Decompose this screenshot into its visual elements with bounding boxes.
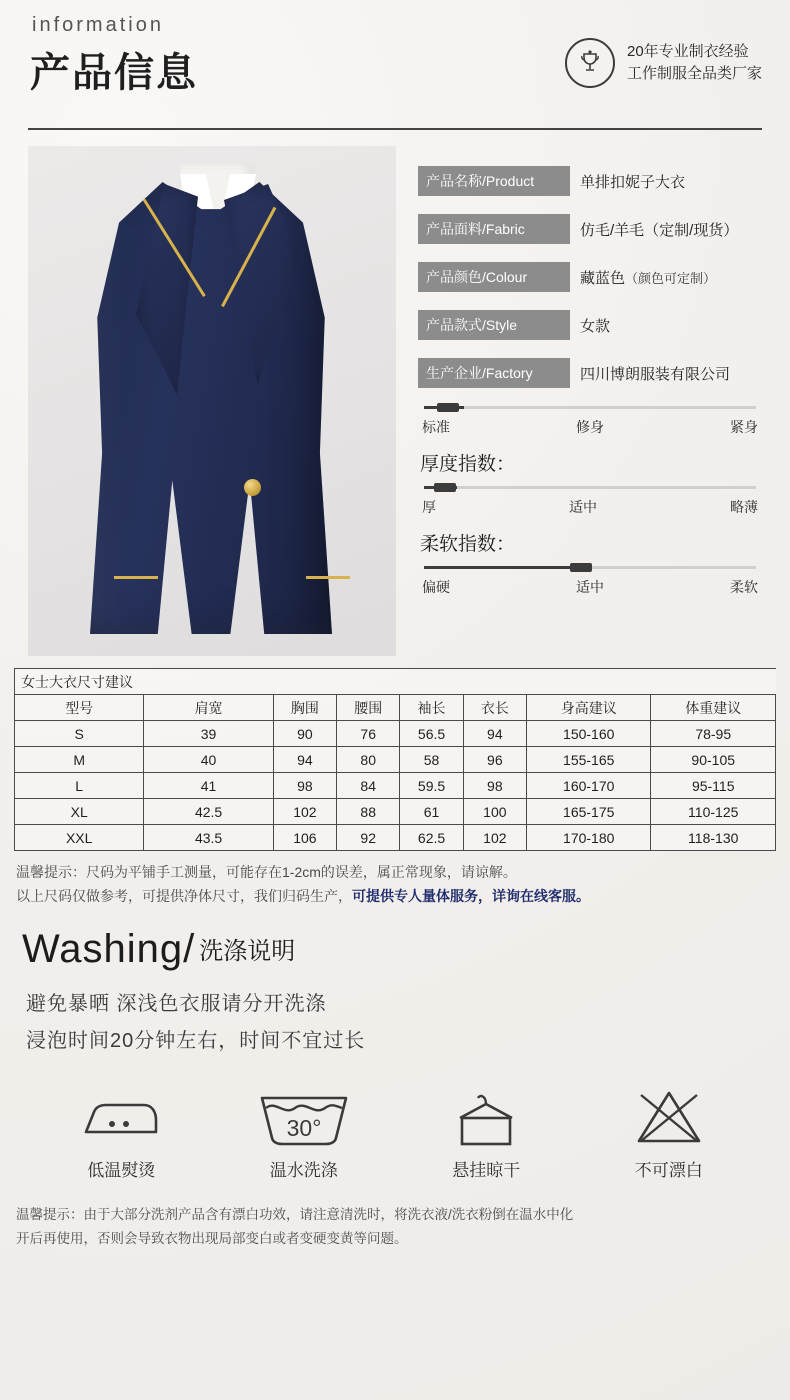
cell: 95-115 <box>651 773 776 799</box>
cell: 80 <box>337 747 400 773</box>
table-row <box>15 773 776 799</box>
table-row <box>15 747 776 773</box>
washing-instructions <box>26 986 790 1060</box>
column-header: 衣长 <box>463 695 526 721</box>
slider-label: 略薄 <box>730 499 758 515</box>
slider-knob[interactable] <box>437 403 459 412</box>
cell: 165-175 <box>527 799 651 825</box>
spec-value <box>580 363 730 384</box>
washing-line-1: 避免暴晒 深浅色衣服请分开洗涤 <box>26 992 327 1015</box>
spec-row <box>418 262 762 292</box>
header-eyebrow: information <box>32 14 164 36</box>
slider-label: 适中 <box>576 579 604 595</box>
slider-label: 厚 <box>422 499 436 515</box>
slider-label: 标准 <box>422 419 450 435</box>
tip-line-2 <box>16 885 774 909</box>
care-icon-item <box>401 1082 571 1181</box>
care-icon-item <box>219 1082 389 1181</box>
product-section <box>0 130 790 656</box>
caption-spacer <box>527 669 651 695</box>
page-title: 产品信息 <box>30 51 198 95</box>
washing-title-cn: 洗涤说明 <box>199 937 296 965</box>
footnote-line-2: 开后再使用，否则会导致衣物出现局部变白或者变硬变黄等问题。 <box>16 1230 408 1246</box>
spec-list <box>418 146 762 656</box>
cell: 98 <box>463 773 526 799</box>
cell: 84 <box>337 773 400 799</box>
care-icon-caption: 温水洗涤 <box>269 1160 338 1180</box>
spec-value-text: 藏蓝色 <box>580 269 626 287</box>
spec-row <box>418 358 762 388</box>
washing-line-2: 浸泡时间20分钟左右，时间不宜过长 <box>26 1029 366 1052</box>
slider-title: 柔软指数： <box>420 534 516 555</box>
cell: XL <box>15 799 144 825</box>
spec-label: 产品名称/Product <box>418 166 570 196</box>
size-tips <box>16 861 774 909</box>
column-header: 型号 <box>15 695 144 721</box>
table-row <box>15 825 776 851</box>
tip-line-1: 温馨提示：尺码为平铺手工测量，可能存在1-2cm的误差，属正常现象，请谅解。 <box>16 864 517 880</box>
cell: 90 <box>273 721 336 747</box>
spec-value <box>580 315 610 336</box>
cell: L <box>15 773 144 799</box>
column-header: 肩宽 <box>144 695 273 721</box>
cell: 43.5 <box>144 825 273 851</box>
spec-row <box>418 214 762 244</box>
cell: 170-180 <box>527 825 651 851</box>
spec-value <box>580 219 738 240</box>
cell: 59.5 <box>400 773 463 799</box>
cell: 110-125 <box>651 799 776 825</box>
slider-knob[interactable] <box>570 563 592 572</box>
column-header: 体重建议 <box>651 695 776 721</box>
cell: 96 <box>463 747 526 773</box>
care-icon-caption: 低温熨烫 <box>87 1160 156 1180</box>
spec-label: 产品颜色/Colour <box>418 262 570 292</box>
slider-label: 柔软 <box>730 579 758 595</box>
cell: 155-165 <box>527 747 651 773</box>
spec-value <box>580 171 685 192</box>
footnote-line-1: 温馨提示：由于大部分洗剂产品含有漂白功效，请注意清洗时，将洗衣液/洗衣粉倒在温水中化 <box>16 1206 574 1222</box>
cell: 92 <box>337 825 400 851</box>
slider-knob[interactable] <box>434 483 456 492</box>
cell: 102 <box>463 825 526 851</box>
cell: 94 <box>463 721 526 747</box>
spec-value-text: 四川博朗服装有限公司 <box>580 365 731 383</box>
gold-cuff-left <box>114 576 158 579</box>
care-icon-item <box>36 1082 206 1181</box>
wash-30-degrees-icon <box>219 1082 389 1154</box>
cell: 61 <box>400 799 463 825</box>
care-icon-row <box>30 1082 760 1181</box>
spec-value <box>580 267 716 288</box>
brand-text <box>627 41 762 85</box>
column-header: 胸围 <box>273 695 336 721</box>
cell: 78-95 <box>651 721 776 747</box>
cell: 160-170 <box>527 773 651 799</box>
cell: 56.5 <box>400 721 463 747</box>
caption-spacer <box>337 669 400 695</box>
caption-spacer <box>400 669 463 695</box>
slider-track[interactable] <box>424 566 756 569</box>
spec-value-sub: （颜色可定制） <box>625 270 717 286</box>
caption-spacer <box>463 669 526 695</box>
tip-line-2-strong: 可提供专人量体服务，详询在线客服。 <box>352 887 590 904</box>
slider-title: 厚度指数： <box>420 454 516 475</box>
spec-label: 生产企业/Factory <box>418 358 570 388</box>
column-header: 袖长 <box>400 695 463 721</box>
size-table <box>14 668 776 851</box>
gold-button <box>244 479 261 496</box>
cell: 102 <box>273 799 336 825</box>
cell: 94 <box>273 747 336 773</box>
cell: XXL <box>15 825 144 851</box>
no-bleach-icon <box>584 1082 754 1154</box>
cell: 39 <box>144 721 273 747</box>
slider-track[interactable] <box>424 406 756 409</box>
spec-row <box>418 310 762 340</box>
care-icon-caption: 不可漂白 <box>634 1160 703 1180</box>
slider-labels <box>418 577 762 599</box>
cell: 88 <box>337 799 400 825</box>
product-photo <box>28 146 396 656</box>
tip-line-2-plain: 以上尺码仅做参考，可提供净体尺寸，我们归码生产， <box>16 887 352 904</box>
cell: 40 <box>144 747 273 773</box>
slider-track[interactable] <box>424 486 756 489</box>
spec-label: 产品款式/Style <box>418 310 570 340</box>
cell: 90-105 <box>651 747 776 773</box>
iron-low-temp-icon <box>36 1082 206 1154</box>
table-row <box>15 669 776 695</box>
care-icon-item <box>584 1082 754 1181</box>
page-header <box>0 0 790 120</box>
cell: 58 <box>400 747 463 773</box>
slider-fill <box>424 566 590 569</box>
svg-text:30°: 30° <box>286 1114 322 1141</box>
cell: 62.5 <box>400 825 463 851</box>
table-header-row <box>15 695 776 721</box>
column-header: 身高建议 <box>527 695 651 721</box>
cell: 98 <box>273 773 336 799</box>
spec-label: 产品面料/Fabric <box>418 214 570 244</box>
cell: 100 <box>463 799 526 825</box>
spec-row <box>418 166 762 196</box>
slider-labels <box>418 417 762 439</box>
spec-value-text: 单排扣妮子大衣 <box>580 173 686 191</box>
cell: 76 <box>337 721 400 747</box>
softness-index-slider <box>418 529 762 599</box>
slider-label: 适中 <box>569 499 597 515</box>
spec-value-text: 仿毛/羊毛（定制/现货） <box>580 221 739 239</box>
thickness-index-slider <box>418 449 762 519</box>
cell: 106 <box>273 825 336 851</box>
washing-title-en: Washing/ <box>22 926 196 971</box>
washing-footnote <box>16 1203 774 1252</box>
table-row <box>15 721 776 747</box>
brand-line-2: 工作制服全品类厂家 <box>626 65 762 82</box>
brand-line-1: 20年专业制衣经验 <box>626 43 749 61</box>
cell: 118-130 <box>651 825 776 851</box>
care-icon-caption: 悬挂晾干 <box>452 1160 521 1180</box>
cell: S <box>15 721 144 747</box>
slider-labels <box>418 497 762 519</box>
fit-index-slider <box>418 406 762 439</box>
cell: 41 <box>144 773 273 799</box>
column-header: 腰围 <box>337 695 400 721</box>
cell: M <box>15 747 144 773</box>
gold-cuff-right <box>306 576 350 579</box>
hang-dry-icon <box>401 1082 571 1154</box>
washing-heading <box>22 927 790 972</box>
caption-spacer <box>273 669 336 695</box>
table-row <box>15 799 776 825</box>
cell: 150-160 <box>527 721 651 747</box>
trophy-badge-icon <box>565 38 615 88</box>
spec-value-text: 女款 <box>580 317 611 335</box>
slider-label: 紧身 <box>730 419 758 435</box>
size-table-caption: 女士大衣尺寸建议 <box>15 669 274 695</box>
brand-block <box>565 38 762 88</box>
cell: 42.5 <box>144 799 273 825</box>
caption-spacer <box>651 669 776 695</box>
slider-label: 偏硬 <box>422 579 450 595</box>
slider-label: 修身 <box>576 419 604 435</box>
